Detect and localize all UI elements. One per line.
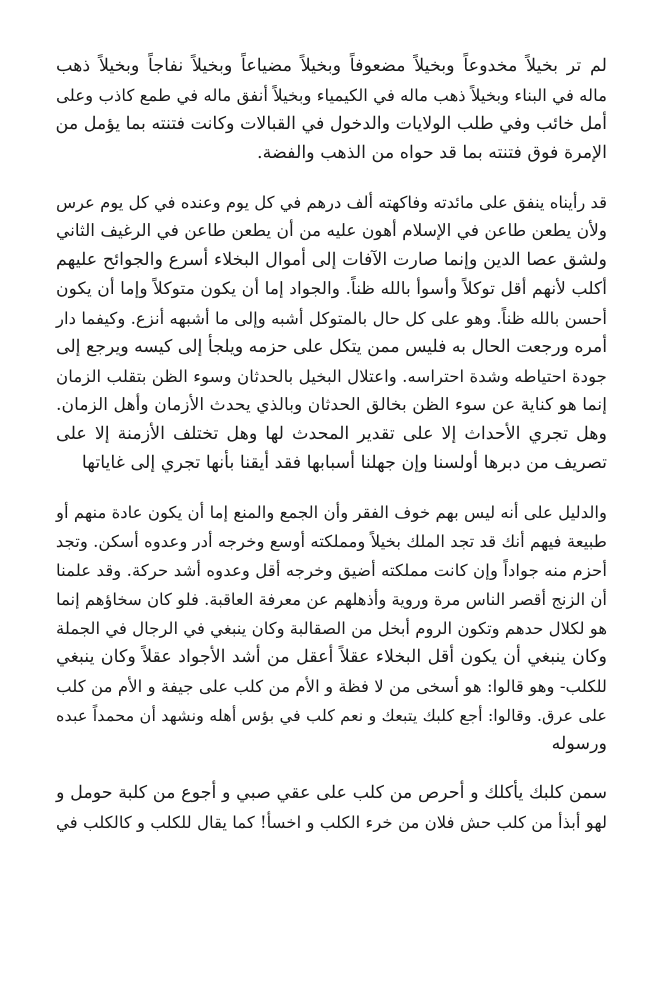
text-line: هو لكلال حدهم وتكون الروم أبخل من الصقالبة وكان ينبغي في الرجال في الجملة: [56, 619, 607, 638]
text-line: طبيعة فيهم أنك قد تجد الملك بخيلاً ومملكته أوسع وخرجه أدر وعدوه أسكن. وتجد: [55, 532, 607, 551]
text-line: الإمرة فوق فتنته بما قد حواه من الذهب والفضة.: [257, 143, 607, 163]
text-line: أمل خائب وفي طلب الولايات والدخول في القبالات وكانت فتنته بما يؤمل من: [55, 114, 607, 134]
text-line: أحزم منه جواداً وإن كانت مملكته أضيق وخرجه أقل وعدوه أشد حركة. وقد علمنا: [56, 561, 607, 580]
text-line: سمن كلبك يأكلك و أحرص من كلب على عقي صبي و أجوع من كلبة حومل و: [56, 783, 607, 803]
paragraph-3: [56, 498, 607, 759]
text-line: والدليل على أنه ليس بهم خوف الفقر وأن الجمع والمنع إما أن يكون عادة منهم أو: [56, 503, 607, 522]
text-line: أن الزنج أقصر الناس مرة وروية وأذهلهم عن معرفة العاقبة. فلو كان سخاؤهم إنما: [56, 590, 607, 609]
paragraph-2: [56, 188, 607, 478]
text-line: وكان ينبغي أن يكون أقل البخلاء عقلاً أعقل من أشد الأجواد عقلاً وكان ينبغي: [56, 647, 607, 667]
paragraph-4: [56, 779, 607, 837]
text-line: ورسوله: [551, 734, 607, 754]
text-line: أكلب لأنهم أقل توكلاً وأسوأ بالله ظناً. والجواد إما أن يكون متوكلاً وإما أن يكون: [56, 279, 607, 299]
text-line: وهل تجري الأحداث إلا على تقدير المحدث لها وهل تختلف الأزمنة إلا على: [56, 424, 607, 444]
text-line: على عرق. وقالوا: أجع كلبك يتبعك و نعم كلب في بؤس أهله ونشهد أن محمداً عبده: [56, 706, 607, 725]
text-line: أمره ورجعت الحال به فليس ممن يتكل على حزمه ويلجأ إلى كيسه ويرجع إلى: [56, 337, 607, 357]
text-line: إنما هو كناية عن سوء الظن بخالق الحدثان وبالذي يحدث الأزمان وأهل الزمان.: [56, 395, 607, 415]
text-line: لم تر بخيلاً مخدوعاً وبخيلاً مضعوفاً وبخيلاً مضياعاً وبخيلاً نفاجاً وبخيلاً ذهب: [56, 56, 607, 76]
paragraph-1: [56, 52, 607, 168]
document-page: [56, 52, 607, 857]
text-line: ماله في البناء وبخيلاً ذهب ماله في الكيمياء وبخيلاً أنفق ماله في طمع كاذب وعلى: [56, 86, 607, 105]
text-line: لهو أبذأ من كلب حش فلان من خرء الكلب و اخسأ! كما يقال للكلب و كالكلب في: [56, 813, 607, 832]
text-line: ولشق عصا الدين وإنما صارت الآفات إلى أموال البخلاء أسرع والجوائح عليهم: [56, 250, 607, 270]
text-line: تصريف من دبرها أولسنا وإن جهلنا أسبابها فقد أيقنا بأنها تجري إلى غاياتها: [81, 453, 607, 473]
text-line: للكلب- وهو قالوا: هو أسخى من لا فظة و الأم من كلب على جيفة و الأم من كلب: [56, 677, 607, 696]
text-line: قد رأيناه ينفق على مائدته وفاكهته ألف درهم في كل يوم وعنده في كل يوم عرس: [56, 193, 607, 212]
text-line: ولأن يطعن طاعن في الإسلام أهون عليه من أن يطعن طاعن في الرغيف الثاني: [55, 221, 607, 241]
text-line: جودة احتياطه وشدة احتراسه. واعتلال البخيل بالحدثان وسوء الظن بتقلب الزمان: [56, 367, 607, 386]
text-line: أحسن بالله ظناً. وهو على كل حال بالمتوكل أشبه وإلى ما أشبهه أنزع. وكيفما دار: [56, 309, 607, 328]
